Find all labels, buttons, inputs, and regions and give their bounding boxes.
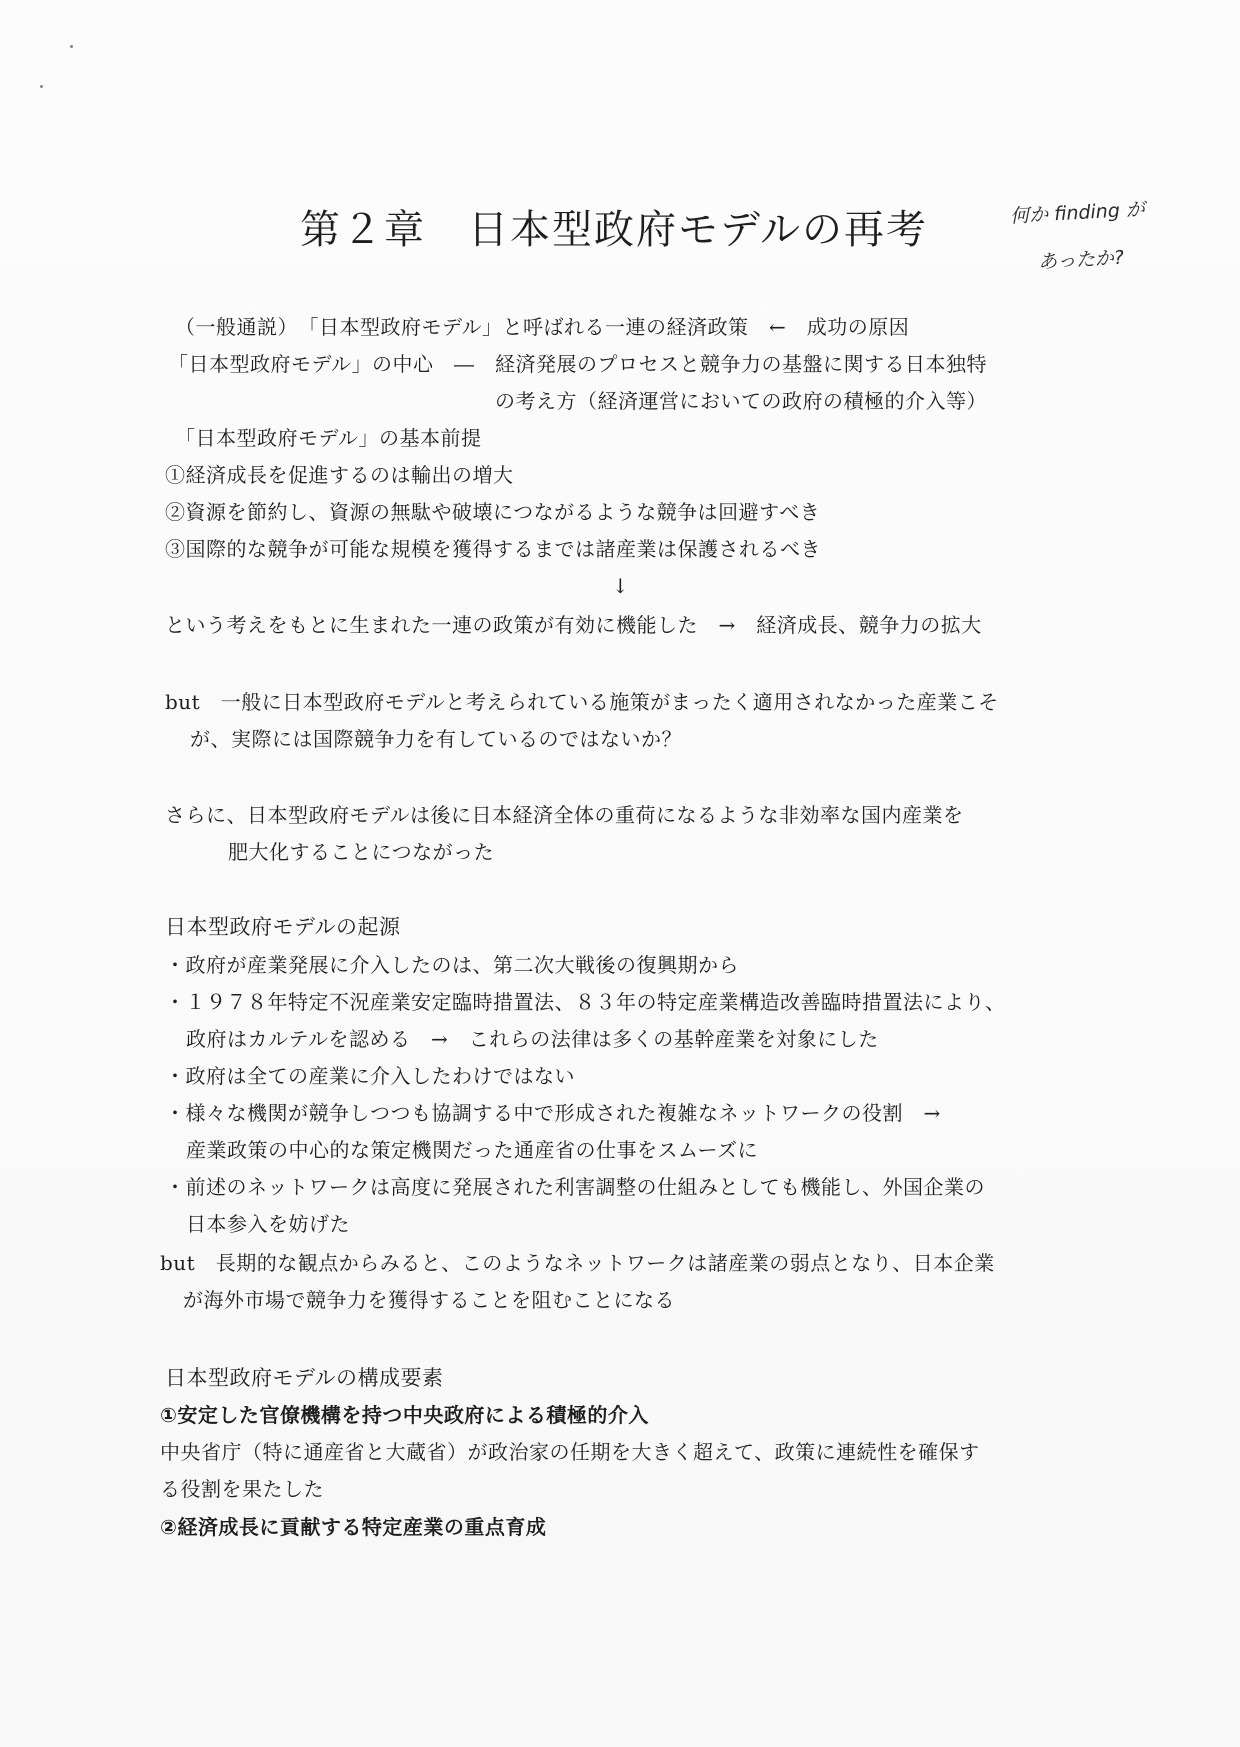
origin-but-line: but 長期的な観点からみると、このようなネットワークは諸産業の弱点となり、日本企業 bbox=[160, 1251, 995, 1275]
section-heading-origin: 日本型政府モデルの起源 bbox=[165, 915, 401, 939]
section-heading-components: 日本型政府モデルの構成要素 bbox=[165, 1366, 444, 1390]
component-text: 中央省庁（特に通産省と大蔵省）が政治家の任期を大きく超えて、政策に連続性を確保す bbox=[160, 1440, 980, 1464]
but-line: が、実際には国際競争力を有しているのではないか？ bbox=[190, 727, 682, 751]
intro-line: （一般通説） 「日本型政府モデル」と呼ばれる一連の経済政策 ← 成功の原因 bbox=[175, 315, 910, 339]
premise-item: ③国際的な競争が可能な規模を獲得するまでは諸産業は保護されるべき bbox=[165, 537, 821, 561]
origin-bullet-cont: 産業政策の中心的な策定機関だった通産省の仕事をスムーズに bbox=[186, 1138, 758, 1162]
origin-bullet-cont: 日本参入を妨げた bbox=[186, 1212, 350, 1236]
intro-line: 「日本型政府モデル」の中心 ― 経済発展のプロセスと競争力の基盤に関する日本独特 bbox=[168, 352, 987, 376]
origin-bullet: ・前述のネットワークは高度に発展された利害調整の仕組みとしても機能し、外国企業の bbox=[165, 1175, 985, 1199]
down-arrow: ↓ bbox=[612, 574, 630, 598]
scan-speck bbox=[70, 45, 73, 48]
handwritten-note-line2: あったか? bbox=[1037, 246, 1125, 274]
chapter-title: 第２章 日本型政府モデルの再考 bbox=[300, 207, 928, 253]
origin-bullet: ・様々な機関が競争しつつも協調する中で形成された複雑なネットワークの役割 → bbox=[165, 1101, 941, 1125]
component-item-2: ②経済成長に貢献する特定産業の重点育成 bbox=[160, 1515, 547, 1539]
component-item-1: ①安定した官僚機構を持つ中央政府による積極的介入 bbox=[160, 1403, 649, 1427]
origin-but-line: が海外市場で競争力を獲得することを阻むことになる bbox=[183, 1288, 675, 1312]
premise-item: ②資源を節約し、資源の無駄や破壊につながるような競争は回避すべき bbox=[165, 500, 821, 524]
premise-heading: 「日本型政府モデル」の基本前提 bbox=[175, 426, 482, 450]
origin-bullet: ・政府は全ての産業に介入したわけではない bbox=[165, 1064, 575, 1088]
scan-speck bbox=[40, 85, 43, 88]
intro-conclusion: という考えをもとに生まれた一連の政策が有効に機能した → 経済成長、競争力の拡大 bbox=[165, 613, 982, 637]
origin-bullet: ・政府が産業発展に介入したのは、第二次大戦後の復興期から bbox=[165, 953, 739, 977]
premise-item: ①経済成長を促進するのは輸出の増大 bbox=[165, 463, 514, 487]
handwritten-note-line1: 何か finding が bbox=[1009, 198, 1146, 228]
origin-bullet-cont: 政府はカルテルを認める → これらの法律は多くの基幹産業を対象にした bbox=[186, 1027, 879, 1051]
component-text: る役割を果たした bbox=[160, 1477, 324, 1501]
intro-line: の考え方（経済運営においての政府の積極的介入等） bbox=[495, 389, 987, 413]
further-line: 肥大化することにつながった bbox=[228, 840, 495, 864]
further-line: さらに、日本型政府モデルは後に日本経済全体の重荷になるような非効率な国内産業を bbox=[165, 803, 964, 827]
origin-bullet: ・１９７８年特定不況産業安定臨時措置法、８３年の特定産業構造改善臨時措置法により、 bbox=[165, 990, 1006, 1014]
but-line: but 一般に日本型政府モデルと考えられている施策がまったく適用されなかった産業こそ bbox=[165, 690, 999, 714]
